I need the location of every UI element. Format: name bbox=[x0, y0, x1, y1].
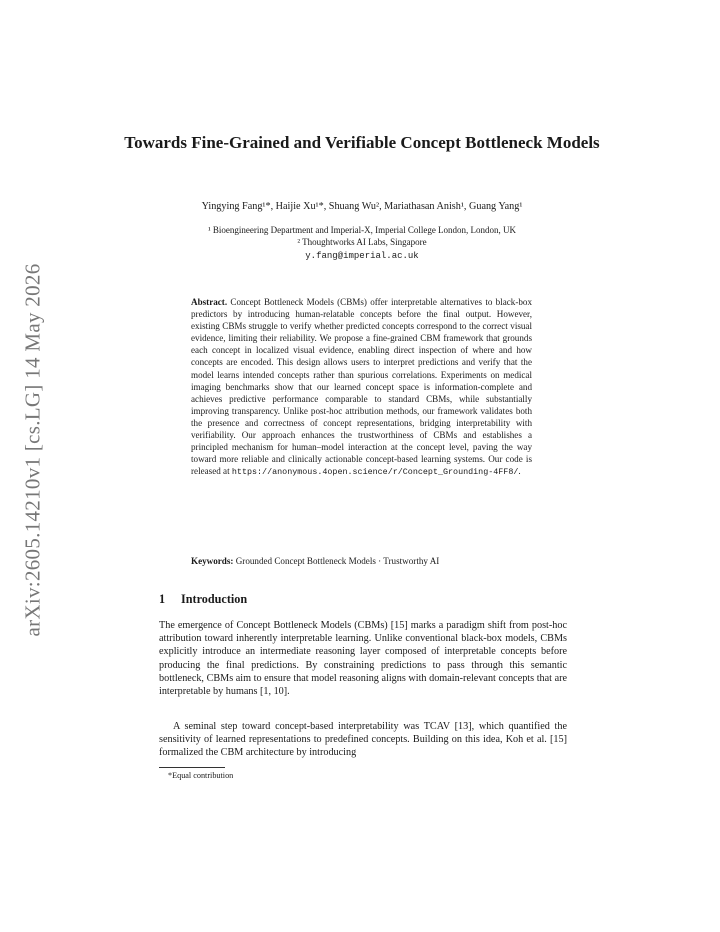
affiliation-1: ¹ Bioengineering Department and Imperial-X, Imperial College London, London, UK bbox=[207, 225, 517, 235]
intro-paragraph-1: The emergence of Concept Bottleneck Models (CBMs) [15] marks a paradigm shift from post-hoc attribution toward inherently interpretable learning. Unlike conventional black-box models, CBMs explicitly introduce an intermediate reasoning layer composed of interpretable concepts before producing the final predictions. By constraining predictions to pass through this semantic bottleneck, CBMs aim to ensure that model reasoning aligns with domain-relevant concepts that are interpretable by humans [1, 10]. bbox=[159, 620, 567, 698]
abstract-text: Concept Bottleneck Models (CBMs) offer interpretable alternatives to black-box predictors by introducing human-relatable concepts before the final output. However, existing CBMs struggle to verify whether predicted concepts correspond to the correct visual evidence, limiting their reliability. We propose a fine-grained CBM framework that grounds each concept in localized visual evidence, enabling direct inspection of where and how concepts are encoded. This design allows users to interpret predictions and verify that the model learns intended concepts rather than spurious correlations. Experiments on medical imaging benchmarks show that our learned concept space is information-complete and achieves predictive performance comparable to standard CBMs, while substantially improving transparency. Unlike post-hoc attribution methods, our framework validates both the presence and correctness of concept representations, bridging interpretability with verifiability. Our approach enhances the trustworthiness of CBMs and establishes a principled mechanism for human–model interaction at the concept level, paving the way toward more reliable and clinically actionable concept-based learning systems. Our code is released at bbox=[191, 297, 533, 477]
keywords-text: Grounded Concept Bottleneck Models · Trustworthy AI bbox=[235, 556, 440, 566]
code-link[interactable]: https://anonymous.4open.science/r/Concept_Grounding-4FF8/ bbox=[231, 467, 519, 478]
keywords bbox=[191, 556, 532, 566]
author-list: Yingying Fang¹*, Haijie Xu¹*, Shuang Wu², Mariathasan Anish¹, Guang Yang¹ bbox=[201, 201, 523, 212]
footnote: *Equal contribution bbox=[168, 771, 234, 780]
abstract-label: Abstract. bbox=[191, 297, 228, 307]
abstract-end: . bbox=[518, 466, 521, 477]
keywords-label: Keywords: bbox=[191, 556, 234, 566]
intro-paragraph-2: A seminal step toward concept-based interpretability was TCAV [13], which quantified the sensitivity of learned representations to predefined concepts. Building on this idea, Koh et al. [15] formalized the CBM architecture by introducing bbox=[159, 721, 567, 759]
abstract bbox=[191, 296, 532, 478]
paper-title: Towards Fine-Grained and Verifiable Concept Bottleneck Models bbox=[124, 133, 600, 152]
section-number: 1 bbox=[159, 592, 166, 606]
affiliation-2: ² Thoughtworks AI Labs, Singapore bbox=[297, 237, 427, 247]
arxiv-sidebar-stamp bbox=[10, 200, 56, 700]
section-heading bbox=[159, 592, 247, 607]
section-title: Introduction bbox=[181, 592, 248, 606]
footnote-rule bbox=[159, 767, 225, 768]
contact-email[interactable]: y.fang@imperial.ac.uk bbox=[305, 251, 419, 261]
arxiv-identifier: arXiv:2605.14210v1 [cs.LG] 14 May 2026 bbox=[20, 263, 45, 637]
